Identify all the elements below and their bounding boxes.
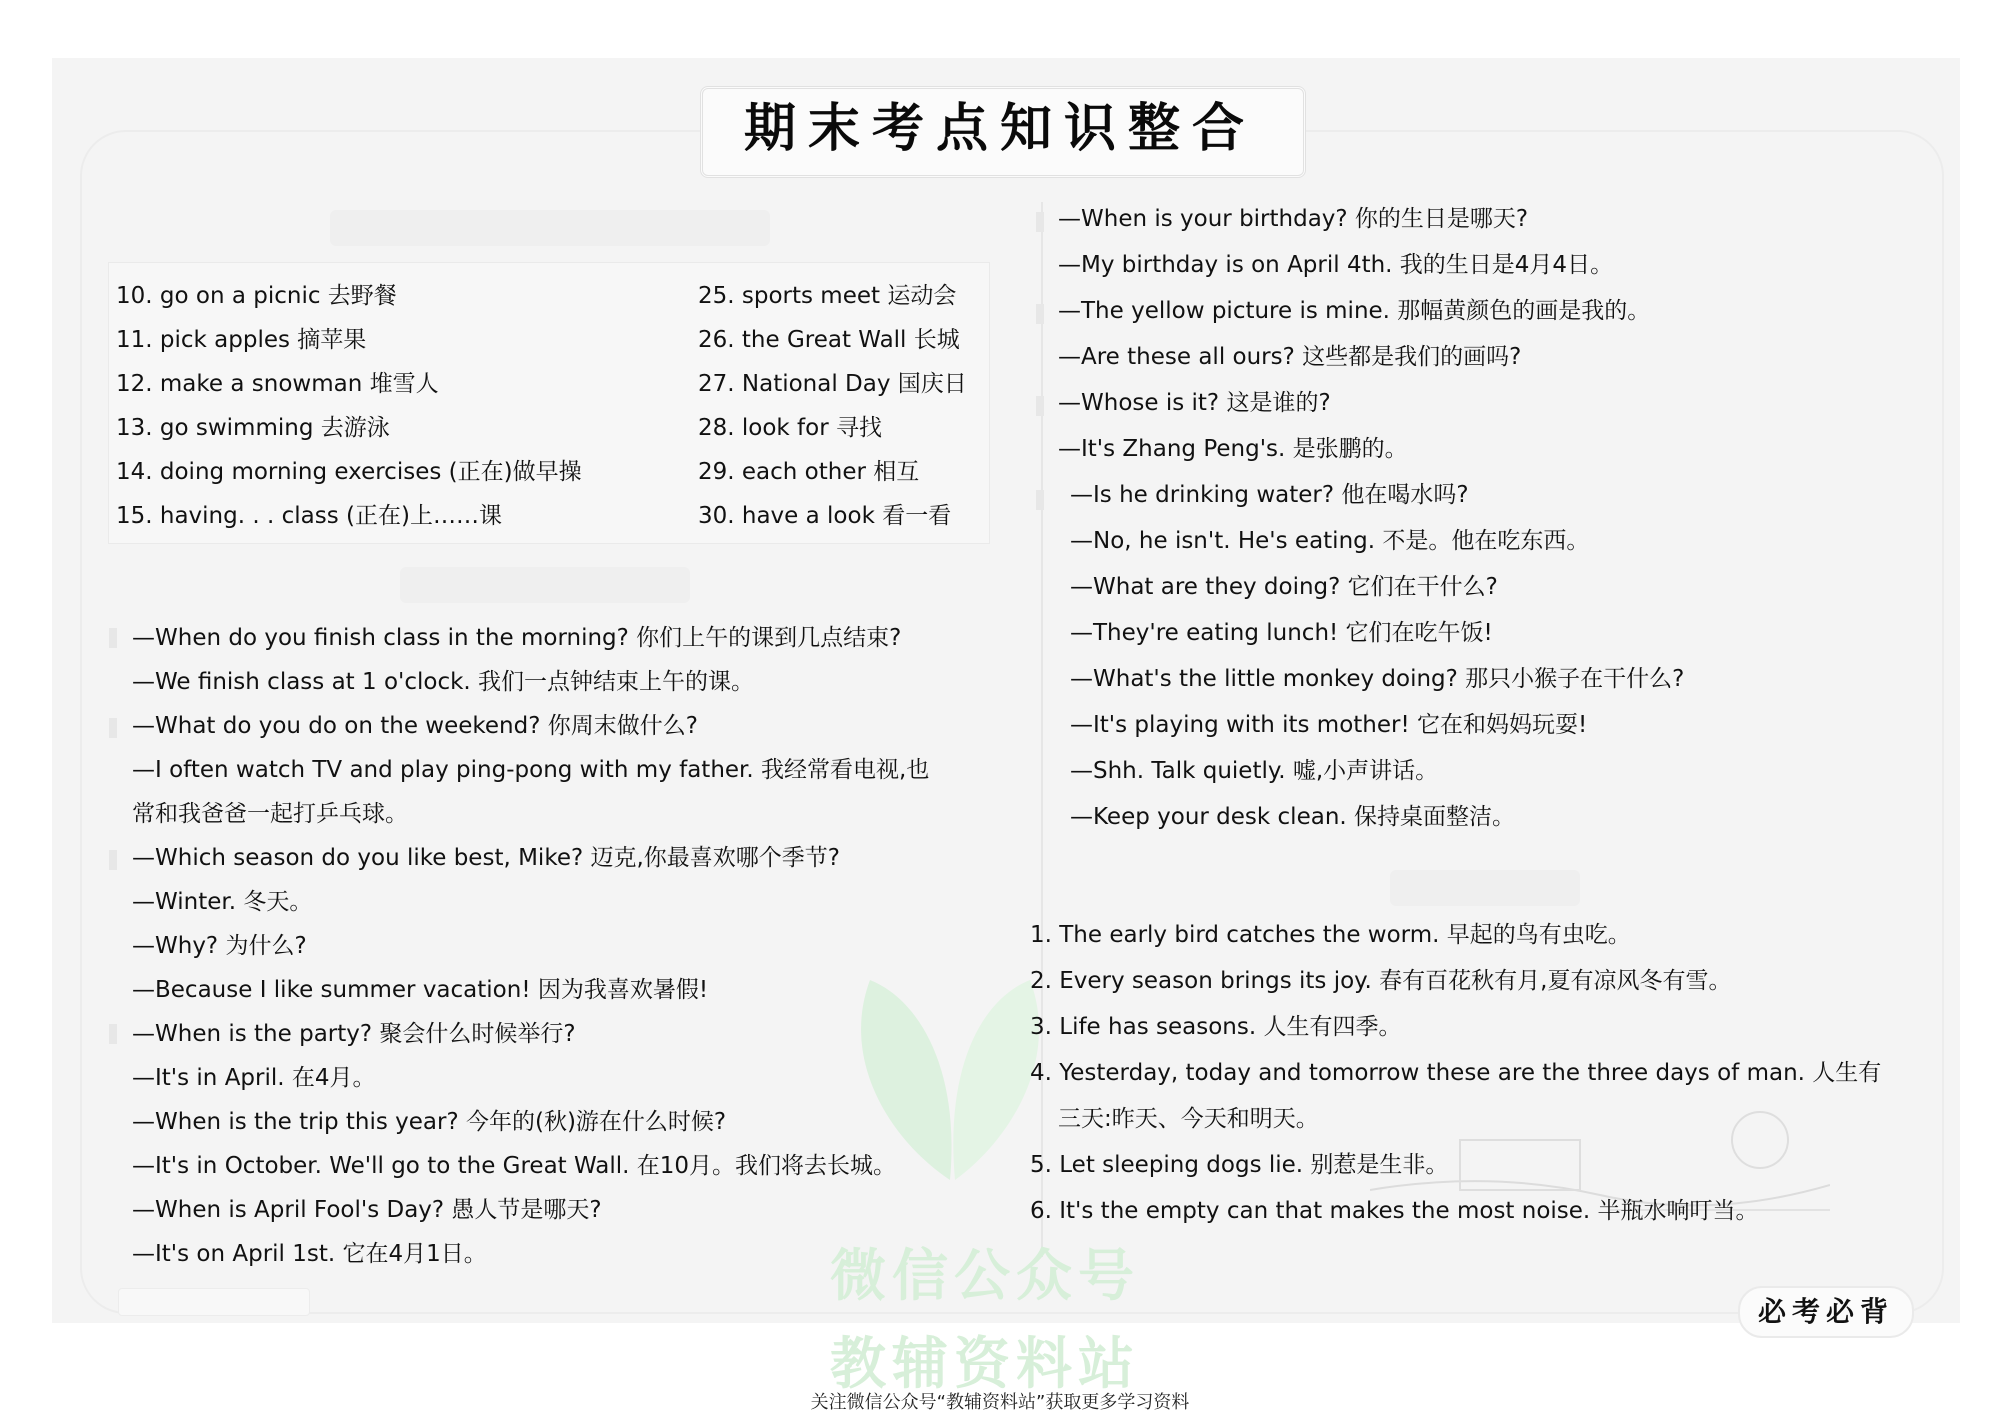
number-marker	[1036, 396, 1044, 416]
section-heading-sentences	[400, 567, 690, 603]
sentence-line: —The yellow picture is mine. 那幅黄颜色的画是我的。	[1058, 298, 1651, 324]
sentence-line: —Is he drinking water? 他在喝水吗?	[1070, 482, 1469, 508]
sentence-line: 常和我爸爸一起打乒乓球。	[132, 801, 408, 827]
sentence-line: —What's the little monkey doing? 那只小猴子在干什么?	[1070, 666, 1685, 692]
sentence-line: —It's playing with its mother! 它在和妈妈玩耍!	[1070, 712, 1588, 738]
list-item: 25. sports meet 运动会	[698, 283, 957, 309]
sentence-line: —Whose is it? 这是谁的?	[1058, 390, 1331, 416]
proverb-line: 5. Let sleeping dogs lie. 别惹是生非。	[1030, 1152, 1449, 1178]
sentence-line: —When is April Fool's Day? 愚人节是哪天?	[132, 1197, 602, 1223]
proverb-line: 三天:昨天、今天和明天。	[1058, 1106, 1319, 1132]
number-marker	[109, 718, 117, 738]
must-memorize-badge: 必考必背	[1738, 1286, 1914, 1338]
sentence-line: —Why? 为什么?	[132, 933, 307, 959]
sentence-line: —Winter. 冬天。	[132, 889, 313, 915]
list-item: 28. look for 寻找	[698, 415, 882, 441]
sentence-line: —Shh. Talk quietly. 嘘,小声讲话。	[1070, 758, 1439, 784]
proverb-line: 4. Yesterday, today and tomorrow these are the three days of man. 人生有	[1030, 1060, 1882, 1086]
list-item: 30. have a look 看一看	[698, 503, 952, 529]
sentence-line: —Keep your desk clean. 保持桌面整洁。	[1070, 804, 1516, 830]
sentence-line: —I often watch TV and play ping-pong with my father. 我经常看电视,也	[132, 757, 930, 783]
list-item: 27. National Day 国庆日	[698, 371, 967, 397]
sentence-line: —What are they doing? 它们在干什么?	[1070, 574, 1498, 600]
page-title: 期末考点知识整合	[743, 98, 1256, 159]
list-item: 15. having. . . class (正在)上……课	[116, 503, 502, 529]
sentence-line: —What do you do on the weekend? 你周末做什么?	[132, 713, 698, 739]
sentence-line: —When is the party? 聚会什么时候举行?	[132, 1021, 576, 1047]
sentence-line: —It's Zhang Peng's. 是张鹏的。	[1058, 436, 1408, 462]
column-divider	[1041, 202, 1043, 1257]
watermark-line-2: 教辅资料站	[830, 1332, 1140, 1397]
footer-note: 关注微信公众号“教辅资料站”获取更多学习资料	[810, 1392, 1190, 1413]
page-number-ghost	[118, 1288, 310, 1316]
sentence-line: —When do you finish class in the morning? 你们上午的课到几点结束?	[132, 625, 902, 651]
section-heading-proverbs	[1390, 870, 1580, 906]
list-item: 26. the Great Wall 长城	[698, 327, 960, 353]
sentence-line: —When is your birthday? 你的生日是哪天?	[1058, 206, 1529, 232]
proverb-line: 3. Life has seasons. 人生有四季。	[1030, 1014, 1402, 1040]
section-heading-phrases	[330, 210, 770, 246]
sentence-line: —Are these all ours? 这些都是我们的画吗?	[1058, 344, 1522, 370]
sentence-line: —Because I like summer vacation! 因为我喜欢暑假!	[132, 977, 709, 1003]
list-item: 13. go swimming 去游泳	[116, 415, 390, 441]
list-item: 29. each other 相互	[698, 459, 920, 485]
sentence-line: —When is the trip this year? 今年的(秋)游在什么时候?	[132, 1109, 727, 1135]
list-item: 11. pick apples 摘苹果	[116, 327, 367, 353]
number-marker	[109, 1024, 117, 1044]
number-marker	[109, 628, 117, 648]
number-marker	[109, 850, 117, 870]
sentence-line: —It's in October. We'll go to the Great Wall. 在10月。我们将去长城。	[132, 1153, 897, 1179]
number-marker	[1036, 212, 1044, 232]
sentence-line: —We finish class at 1 o'clock. 我们一点钟结束上午的课。	[132, 669, 755, 695]
sentence-line: —They're eating lunch! 它们在吃午饭!	[1070, 620, 1493, 646]
proverb-line: 6. It's the empty can that makes the most noise. 半瓶水响叮当。	[1030, 1198, 1759, 1224]
list-item: 10. go on a picnic 去野餐	[116, 283, 397, 309]
sentence-line: —My birthday is on April 4th. 我的生日是4月4日。	[1058, 252, 1614, 278]
proverb-line: 1. The early bird catches the worm. 早起的鸟有虫吃。	[1030, 922, 1631, 948]
number-marker	[1036, 490, 1044, 510]
sentence-line: —Which season do you like best, Mike? 迈克,你最喜欢哪个季节?	[132, 845, 841, 871]
sentence-line: —It's on April 1st. 它在4月1日。	[132, 1241, 487, 1267]
list-item: 12. make a snowman 堆雪人	[116, 371, 439, 397]
sentence-line: —It's in April. 在4月。	[132, 1065, 376, 1091]
watermark-line-1: 微信公众号	[830, 1244, 1140, 1309]
number-marker	[1036, 304, 1044, 324]
proverb-line: 2. Every season brings its joy. 春有百花秋有月,夏有凉风冬有雪。	[1030, 968, 1732, 994]
sentence-line: —No, he isn't. He's eating. 不是。他在吃东西。	[1070, 528, 1590, 554]
list-item: 14. doing morning exercises (正在)做早操	[116, 459, 582, 485]
